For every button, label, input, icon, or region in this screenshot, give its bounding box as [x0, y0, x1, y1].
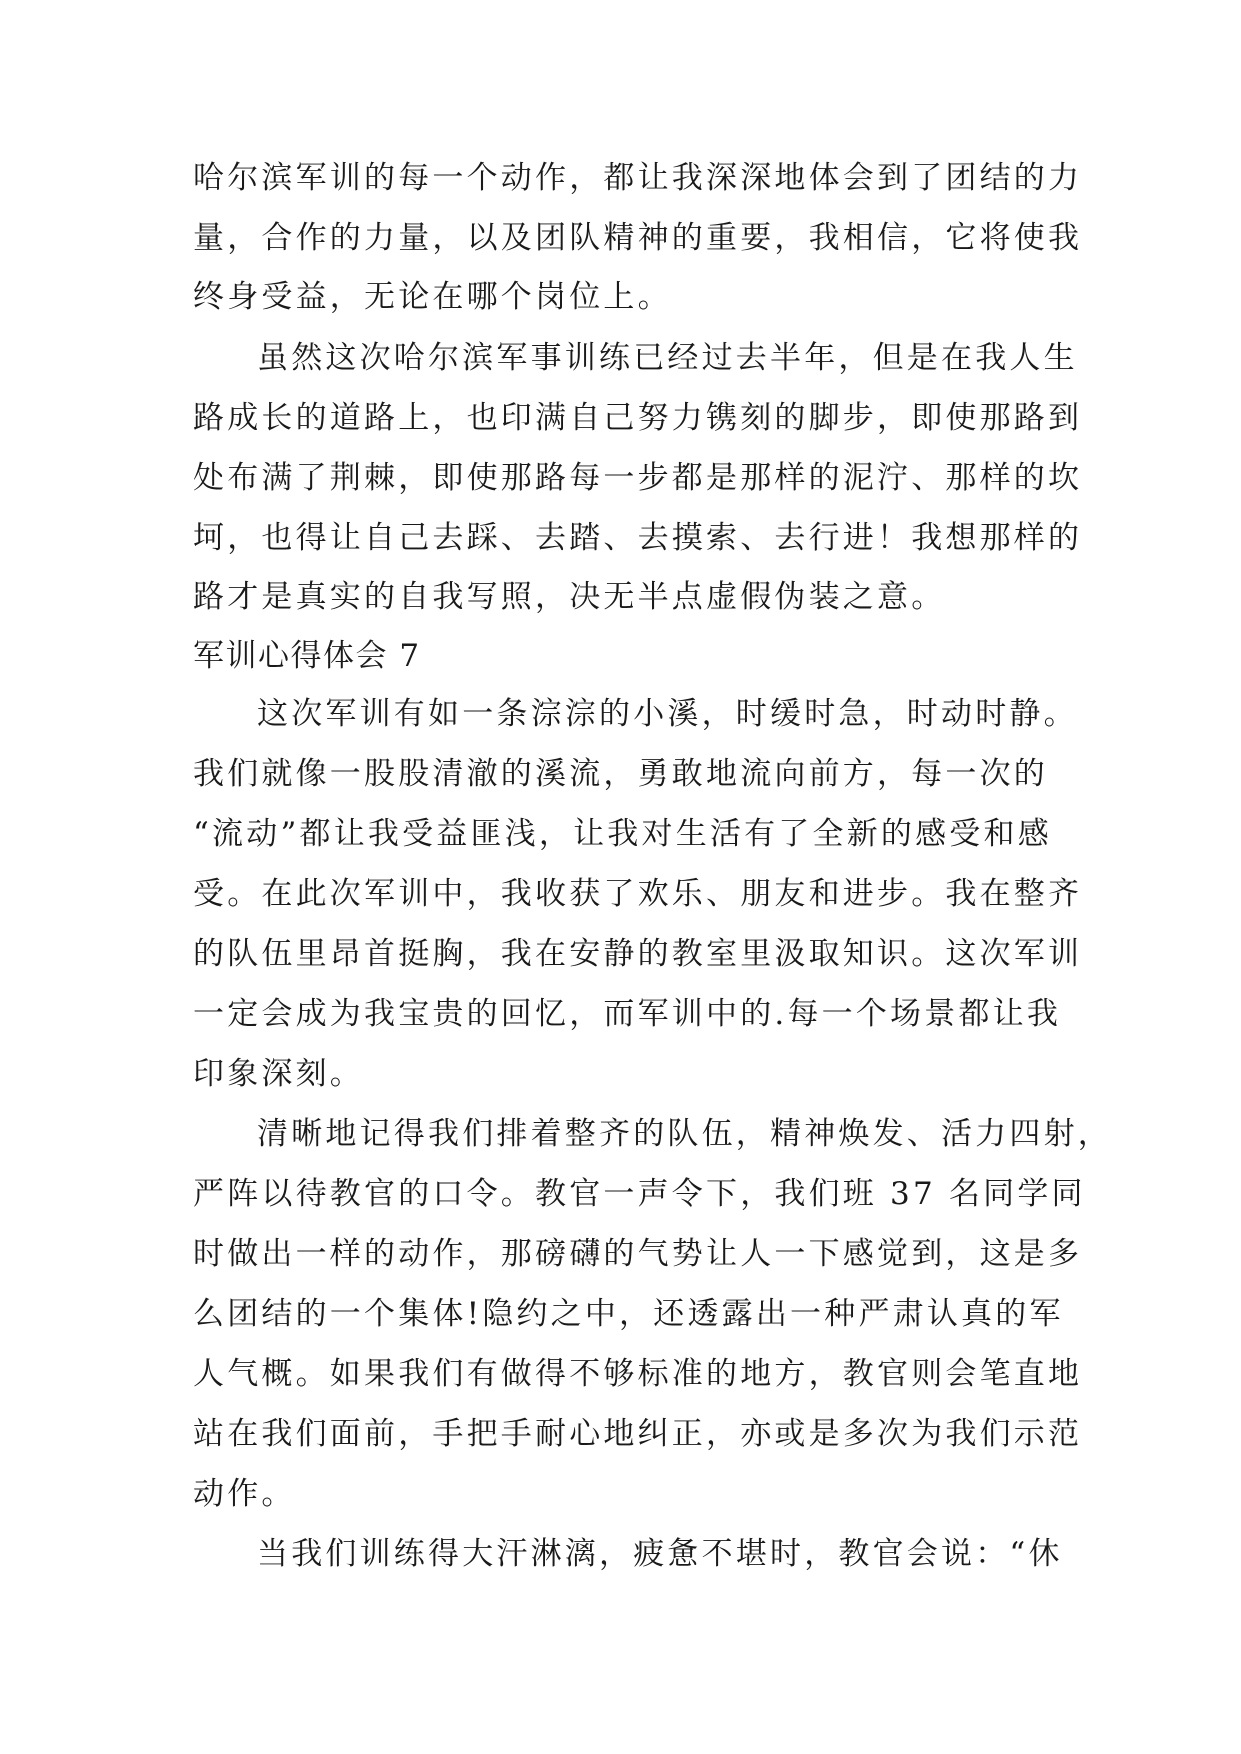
- paragraph-2-line-2: 路成长的道路上，也印满自己努力镌刻的脚步，即使那路到: [193, 400, 1083, 436]
- paragraph-2-line-1: 虽然这次哈尔滨军事训练已经过去半年，但是在我人生: [257, 340, 1078, 376]
- paragraph-1-line-2: 量，合作的力量，以及团队精神的重要，我相信，它将使我: [193, 220, 1083, 256]
- section-paragraph-2-line-1: 清晰地记得我们排着整齐的队伍，精神焕发、活力四射，: [257, 1116, 1112, 1152]
- section-paragraph-2-line-5: 人气概。如果我们有做得不够标准的地方，教官则会笔直地: [193, 1356, 1083, 1392]
- section-paragraph-1-line-4: 受。在此次军训中，我收获了欢乐、朋友和进步。我在整齐: [193, 876, 1083, 912]
- section-paragraph-1-line-2: 我们就像一股股清澈的溪流，勇敢地流向前方，每一次的: [193, 756, 1048, 792]
- section-paragraph-1-line-1: 这次军训有如一条淙淙的小溪，时缓时急，时动时静。: [257, 696, 1078, 732]
- paragraph-2-line-5: 路才是真实的自我写照，决无半点虚假伪装之意。: [193, 579, 946, 615]
- paragraph-1-line-1: 哈尔滨军训的每一个动作，都让我深深地体会到了团结的力: [193, 160, 1083, 196]
- section-paragraph-1-line-6: 一定会成为我宝贵的回忆，而军训中的.每一个场景都让我: [193, 996, 1062, 1032]
- paragraph-2-line-4: 坷，也得让自己去踩、去踏、去摸索、去行进！我想那样的: [193, 520, 1083, 556]
- paragraph-2-line-3: 处布满了荆棘，即使那路每一步都是那样的泥泞、那样的坎: [193, 460, 1083, 496]
- section-paragraph-1-line-5: 的队伍里昂首挺胸，我在安静的教室里汲取知识。这次军训: [193, 936, 1083, 972]
- section-paragraph-2-line-6: 站在我们面前，手把手耐心地纠正，亦或是多次为我们示范: [193, 1416, 1083, 1452]
- section-paragraph-2-line-3: 时做出一样的动作，那磅礴的气势让人一下感觉到，这是多: [193, 1236, 1083, 1272]
- section-paragraph-2-line-7: 动作。: [193, 1476, 296, 1512]
- section-paragraph-2-line-4: 么团结的一个集体!隐约之中，还透露出一种严肃认真的军: [193, 1296, 1064, 1332]
- section-title: 军训心得体会 7: [193, 638, 421, 674]
- section-paragraph-1-line-3: “流动”都让我受益匪浅，让我对生活有了全新的感受和感: [193, 816, 1052, 852]
- section-paragraph-1-line-7: 印象深刻。: [193, 1056, 364, 1092]
- section-paragraph-3-line-1: 当我们训练得大汗淋漓，疲惫不堪时，教官会说：“休: [257, 1536, 1063, 1572]
- paragraph-1-line-3: 终身受益，无论在哪个岗位上。: [193, 279, 672, 315]
- section-paragraph-2-line-2: 严阵以待教官的口令。教官一声令下，我们班 37 名同学同: [193, 1176, 1086, 1212]
